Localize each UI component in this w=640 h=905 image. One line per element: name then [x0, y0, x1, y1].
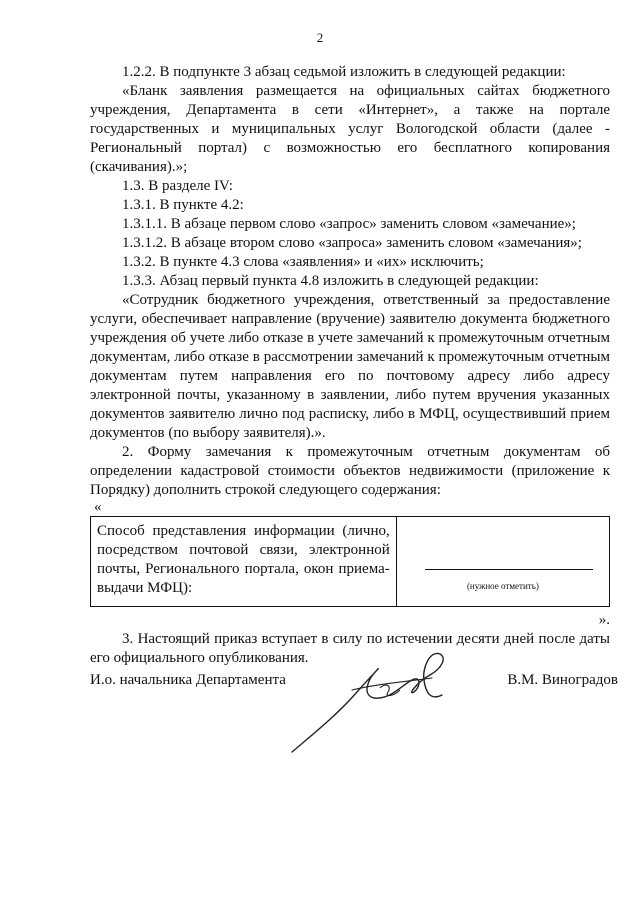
paragraph-1-3-3: 1.3.3. Абзац первый пункта 4.8 изложить в следующей редакции:	[122, 273, 539, 289]
selection-cell	[396, 517, 609, 607]
opening-quote: «	[94, 499, 102, 515]
info-method-cell: Способ представления информации (лично, посредством почтовой связи, электронной почты, Регионального портала, окон приема-выдачи МФЦ):	[91, 517, 397, 607]
paragraph-2: 2. Форму замечания к промежуточным отчетным документам об определении кадастровой стоимости объектов недвижимости (приложение к Порядку) дополнить строкой следующего содержания:	[90, 444, 610, 498]
document-body	[90, 63, 610, 668]
signatory-name: В.М. Виноградов	[507, 672, 618, 688]
paragraph-quote-blank: «Бланк заявления размещается на официальных сайтах бюджетного учреждения, Департамента в сети «Интернет», а также на портале государственных и муниципальных услуг Вологодской области (далее - Региональный портал) с возможностью его бесплатного копирования (скачивания).»;	[90, 83, 610, 175]
signatory-title: И.о. начальника Департамента	[90, 672, 286, 688]
handwritten-signature	[282, 640, 462, 760]
selection-note: (нужное отметить)	[466, 581, 539, 591]
form-row-table	[90, 516, 610, 607]
paragraph-1-3-1-1: 1.3.1.1. В абзаце первом слово «запрос» заменить словом «замечание»;	[122, 216, 576, 232]
page-number: 2	[316, 30, 324, 45]
paragraph-1-3-1: 1.3.1. В пункте 4.2:	[122, 197, 244, 213]
paragraph-1-2-2: 1.2.2. В подпункте 3 абзац седьмой изложить в следующей редакции:	[122, 64, 566, 80]
paragraph-1-3-2: 1.3.2. В пункте 4.3 слова «заявления» и «их» исключить;	[122, 254, 484, 270]
paragraph-3: 3. Настоящий приказ вступает в силу по истечении десяти дней после даты его официального опубликования.	[90, 631, 610, 666]
paragraph-1-3: 1.3. В разделе IV:	[122, 178, 233, 194]
table-row	[91, 517, 610, 607]
paragraph-1-3-1-2: 1.3.1.2. В абзаце втором слово «запроса» заменить словом «замечания»;	[122, 235, 582, 251]
paragraph-quote-employee: «Сотрудник бюджетного учреждения, ответственный за предоставление услуги, обеспечивает направление (вручение) заявителю документа бюджетного учреждения об учете либо отказе в учете замечаний к промежуточным отчетным документам, либо отказе в рассмотрении замечаний к промежуточным отчетным документам путем направления его по почтовому адресу либо адресу электронной почты, указанному в заявлении, либо путем вручения указанных документов заявителю лично под расписку, либо в МФЦ, осуществивший прием документов (по выбору заявителя).».	[90, 292, 610, 441]
closing-quote: ».	[598, 612, 610, 628]
selection-line	[425, 569, 593, 570]
